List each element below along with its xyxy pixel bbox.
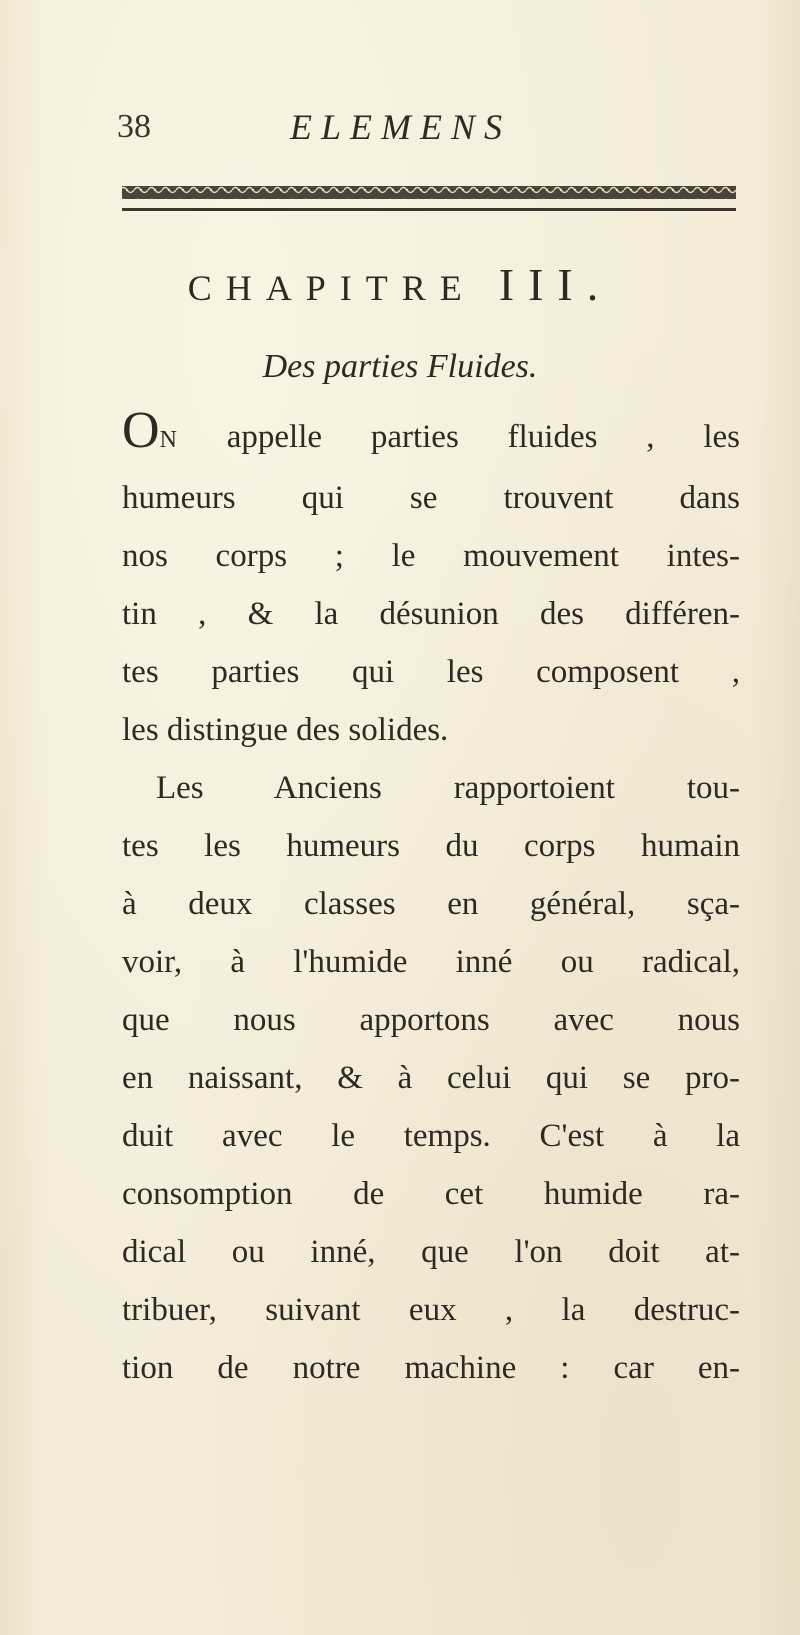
paragraph-2-line: que nous apportons avec nous <box>122 1002 740 1038</box>
chapter-label: CHAPITRE <box>187 268 476 308</box>
small-caps: N <box>159 427 178 453</box>
running-head <box>112 102 732 152</box>
chapter-numeral: III. <box>498 259 613 310</box>
drop-cap: O <box>122 402 160 459</box>
paragraph-1-line: tin , & la désunion des différen- <box>122 596 740 632</box>
chapter-title <box>0 258 800 311</box>
chapter-subtitle: Des parties Fluides. <box>262 348 538 385</box>
paragraph-1-line: humeurs qui se trouvent dans <box>122 480 740 516</box>
ornamental-rule <box>120 184 738 226</box>
paragraph-2-line: voir, à l'humide inné ou radical, <box>122 944 740 980</box>
page-number: 38 <box>117 108 151 145</box>
running-title: ELEMENS <box>290 107 511 147</box>
paragraph-2-line: à deux classes en général, sça- <box>122 886 740 922</box>
paragraph-2-line: tion de notre machine : car en- <box>122 1350 740 1386</box>
paragraph-2-line: dical ou inné, que l'on doit at- <box>122 1234 740 1270</box>
paragraph-1-line: nos corps ; le mouvement intes- <box>122 538 740 574</box>
body-text <box>122 402 740 1397</box>
paragraph-2-line: duit avec le temps. C'est à la <box>122 1118 740 1154</box>
paragraph-1-line: les distingue des solides. <box>122 712 449 748</box>
paragraph-1-line: tes parties qui les composent , <box>122 654 740 690</box>
paragraph-1-line-1: ON appelle parties fluides , les <box>122 402 740 459</box>
paragraph-2-line: consomption de cet humide ra- <box>122 1176 740 1212</box>
paragraph-2-line: en naissant, & à celui qui se pro- <box>122 1060 740 1096</box>
paragraph-2-line: tribuer, suivant eux , la destruc- <box>122 1292 740 1328</box>
paragraph-2-line: Les Anciens rapportoient tou- <box>156 770 740 806</box>
paragraph-2-line: tes les humeurs du corps humain <box>122 828 740 864</box>
